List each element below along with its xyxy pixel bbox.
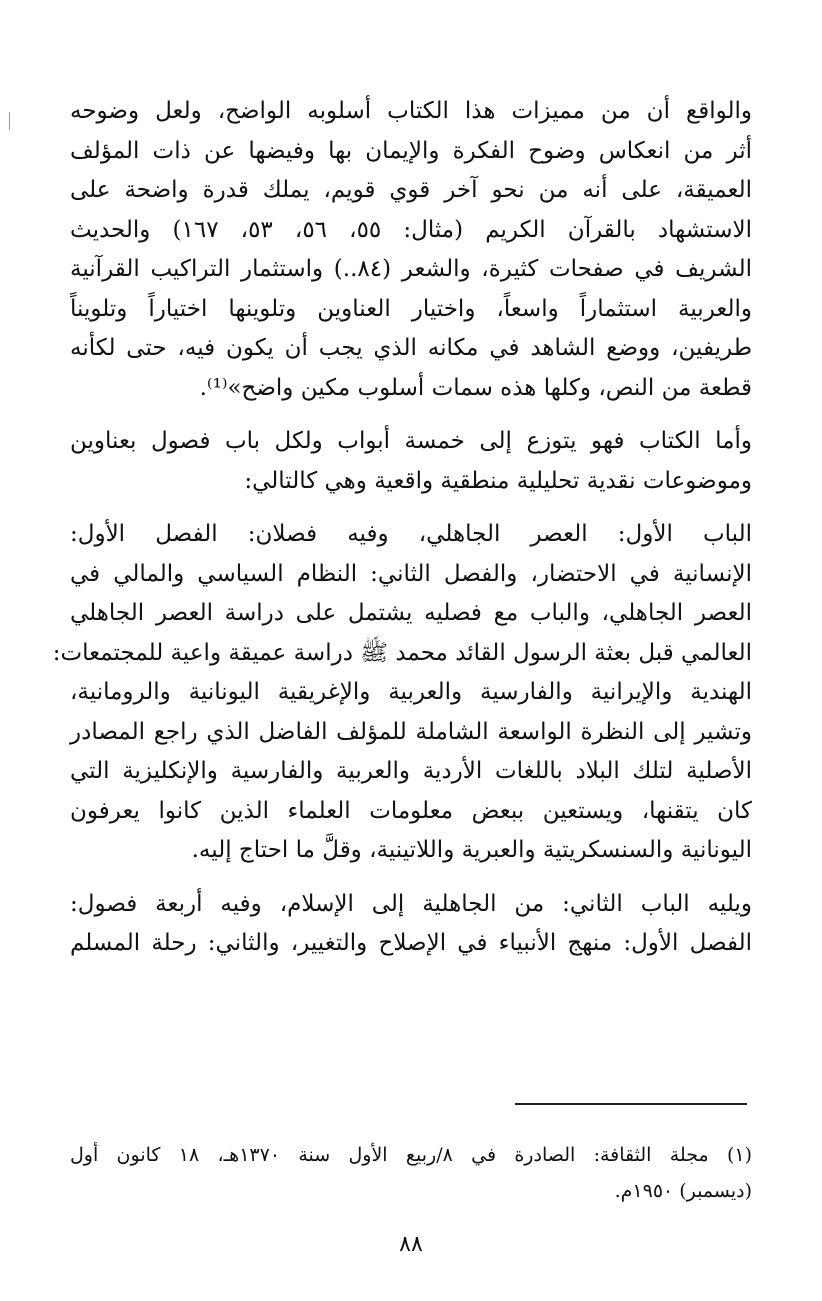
text-line: الفصل الأول: منهج الأنبياء في الإصلاح والتغيير، والثاني: رحلة المسلم — [70, 930, 752, 956]
text-line: أثر من انعكاس وضوح الفكرة والإيمان بها وفيضها عن ذات المؤلف — [70, 137, 752, 164]
page-body — [52, 92, 753, 978]
text-line: العالمي قبل بعثة الرسول القائد محمد ﷺ دراسة عميقة واعية للمجتمعات: — [52, 639, 752, 666]
text-line: الباب الأول: العصر الجاهلي، وفيه فصلان: الفصل الأول: — [70, 521, 752, 547]
text-line: اليونانية والسنسكريتية والعبرية واللاتينية، وقلَّ ما احتاج إليه. — [191, 837, 752, 863]
footnote-line: (١) مجلة الثقافة: الصادرة في ٨/ربيع الأول سنة ١٣٧٠هـ، ١٨ كانون أول — [70, 1144, 753, 1166]
text-line: الاستشهاد بالقرآن الكريم (مثال: ٥٥، ٥٦، ٥٣، ١٦٧) والحديث — [70, 216, 753, 243]
text-line: العصر الجاهلي، والباب مع فصليه يشتمل على دراسة العصر الجاهلي — [70, 600, 752, 626]
text-line: الأصلية لتلك البلاد باللغات الأردية والعربية والفارسية والإنكليزية التي — [70, 758, 752, 784]
text-line: والعربية استثماراً واسعاً، واختيار العناوين وتلوينها اختياراً وتلويناً — [70, 295, 752, 322]
page-number: ٨٨ — [399, 1232, 423, 1257]
text-line: العميقة، على أنه من نحو آخر قوي قويم، يملك قدرة واضحة على — [70, 177, 752, 203]
text-line: والواقع أن من مميزات هذا الكتاب أسلوبه الواضح، ولعل وضوحه — [70, 98, 752, 124]
footnote-divider — [515, 1103, 747, 1105]
text-line: قطعة من النص، وكلها هذه سمات أسلوب مكين واضح»⁽¹⁾. — [199, 374, 752, 401]
text-line: الشريف في صفحات كثيرة، والشعر (٨٤..) واستثمار التراكيب القرآنية — [70, 256, 752, 282]
text-line: وأما الكتاب فهو يتوزع إلى خمسة أبواب ولكل باب فصول بعناوين — [70, 428, 752, 454]
text-line: ويليه الباب الثاني: من الجاهلية إلى الإسلام، وفيه أربعة فصول: — [70, 890, 752, 917]
text-line: الهندية والإيرانية والفارسية والعربية والإغريقية اليونانية والرومانية، — [70, 679, 752, 705]
text-line: طريفين، ووضع الشاهد في مكانه الذي يجب أن يكون فيه، حتى لكأنه — [70, 335, 752, 361]
paragraph-1 — [70, 92, 752, 408]
text-line: كان يتقنها، ويستعين ببعض معلومات العلماء الذين كانوا يعرفون — [70, 797, 752, 824]
text-line: الإنسانية في الاحتضار، والفصل الثاني: النظام السياسي والمالي في — [70, 560, 752, 587]
text-line: وتشير إلى النظرة الواسعة الشاملة للمؤلف الفاضل الذي راجع المصادر — [70, 718, 752, 745]
footnote — [70, 1137, 752, 1209]
text-line: وموضوعات نقدية تحليلية منطقية واقعية وهي كالتالي: — [244, 467, 752, 494]
margin-mark — [9, 112, 10, 130]
paragraph-3 — [52, 515, 752, 871]
paragraph-2 — [70, 422, 752, 501]
paragraph-4 — [70, 885, 752, 964]
footnote-line: (ديسمبر) ١٩٥٠م. — [614, 1180, 752, 1202]
